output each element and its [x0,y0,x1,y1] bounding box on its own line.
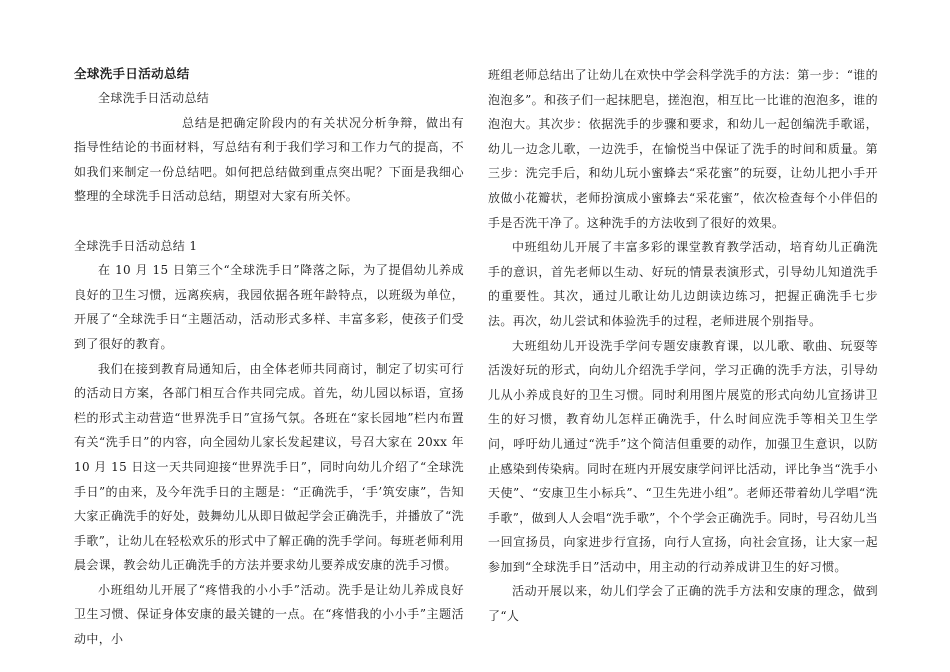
paragraph-6: 活动开展以来，幼儿们学会了正确的洗手方法和安康的理念，做到了“人 [488,584,878,624]
left-column [74,60,464,652]
paragraph-4: 中班组幼儿开展了丰富多彩的课堂教育教学活动，培育幼儿正确洗手的意识，首先老师以生动、好玩的情景表演形式，引导幼儿知道洗手的重要性。其次，通过儿歌让幼儿边朗读边练习，把握正确洗手七步法。再次，幼儿尝试和体验洗手的过程，老师进展个别指导。 [488,240,878,328]
intro-paragraph: 总结是把确定阶段内的有关状况分析争辩，做出有指导性结论的书面材料，写总结有利于我们学习和工作力气的提高，不如我们来制定一份总结吧。如何把总结做到重点突出呢？下面是我细心整理的全球洗手日活动总结，期望对大家有所关怀。 [74,115,464,204]
paragraph-2: 我们在接到教育局通知后，由全体老师共同商讨，制定了切实可行的活动日方案，各部门相互合作共同完成。首先，幼儿园以标语，宣扬栏的形式主动营造“世界洗手日”宣扬气氛。各班在“家长园地”栏内布置有关“洗手日”的内容，向全园幼儿家长发起建议，号召大家在 20xx 年 10 月 15 日这一天共同迎接“世界洗手日”，同时向幼儿介绍了“全球洗手日”的由来，及今年洗手日的主题是：“正确洗手，‘手’筑安康”，告知大家正确洗手的好处，鼓舞幼儿从即日做起学会正确洗手，并播放了“洗手歌”，让幼儿在轻松欢乐的形式中了解正确的洗手学问。每班老师利用晨会课，教会幼儿正确洗手的方法并要求幼儿要养成安康的洗手习惯。 [74,361,464,573]
document-subtitle: 全球洗手日活动总结 [98,91,210,105]
paragraph-1: 在 10 月 15 日第三个“全球洗手日”降落之际，为了提倡幼儿养成良好的卫生习惯，远离疾病，我园依据各班年龄特点，以班级为单位，开展了“全球洗手日“主题活动，活动形式多样、丰富多彩，使孩子们受到了很好的教育。 [74,263,464,351]
paragraph-3-part-1: 小班组幼儿开展了“疼惜我的小小手”活动。洗手是让幼儿养成良好卫生习惯、保证身体安康的最关键的一点。在“疼惜我的小小手”主题活动中，小 [74,582,464,647]
document-title: 全球洗手日活动总结 [74,66,190,81]
right-column [488,60,878,629]
spacer [74,209,464,234]
paragraph-5: 大班组幼儿开设洗手学问专题安康教育课，以儿歌、歌曲、玩耍等活泼好玩的形式，向幼儿介绍洗手学问，学习正确的洗手方法，引导幼儿从小养成良好的卫生习惯。同时利用图片展览的形式向幼儿宣扬讲卫生的好习惯，教育幼儿怎样正确洗手，什么时间应洗手等相关卫生学问，呼吁幼儿通过“洗手”这个简洁但重要的动作，加强卫生意识，以防止感染到传染病。同时在班内开展安康学问评比活动，评比争当“洗手小天使”、“安康卫生小标兵”、“卫生先进小组”。老师还带着幼儿学唱“洗手歌”，做到人人会唱“洗手歌”，个个学会正确洗手。同时，号召幼儿当一回宣扬员，向家进步行宣扬，向行人宣扬，向社会宣扬，让大家一起参加到“全球洗手日”活动中，用主动的行动养成讲卫生的好习惯。 [488,338,878,574]
section-heading: 全球洗手日活动总结 1 [74,238,198,253]
paragraph-3-part-2: 班组老师总结出了让幼儿在欢快中学会科学洗手的方法：第一步：“谁的泡泡多”。和孩子们一起抹肥皂，搓泡泡，相互比一比谁的泡泡多，谁的泡泡大。其次步：依据洗手的步骤和要求，和幼儿一起创编洗手歌谣，幼儿一边念儿歌，一边洗手，在愉悦当中保证了洗手的时间和质量。第三步：洗完手后，和幼儿玩小蜜蜂去“采花蜜”的玩耍，让幼儿把小手开放做小花瓣状，老师扮演成小蜜蜂去“采花蜜”，依次检查每个小伴侣的手是否洗干净了。这种洗手的方法收到了很好的效果。 [488,68,878,230]
